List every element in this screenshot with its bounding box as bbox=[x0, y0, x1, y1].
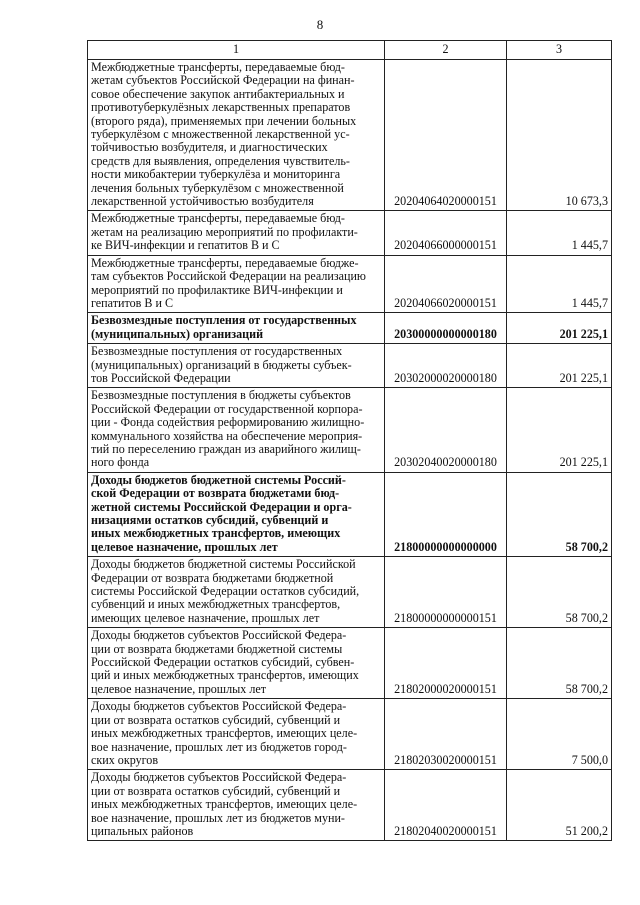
row-name-line: туберкулёзом с множественной лекарственной ус- bbox=[91, 127, 350, 142]
row-name-line: Доходы бюджетов субъектов Российской Федера- bbox=[91, 770, 347, 785]
row-amount-cell: 58 700,2 bbox=[507, 628, 612, 699]
row-name-line: (второго ряда), применяемых при лечении больных bbox=[91, 113, 357, 128]
row-amount-cell: 201 225,1 bbox=[507, 388, 612, 472]
row-name-line: ций и иных межбюджетных трансфертов, имеющих bbox=[91, 668, 359, 683]
row-name-line: иных межбюджетных трансфертов, имеющих целе- bbox=[91, 797, 358, 812]
row-name-line: лечения больных туберкулёзом с множественной bbox=[91, 180, 344, 195]
row-name-line: там субъектов Российской Федерации на реализацию bbox=[91, 269, 366, 284]
table-row bbox=[88, 344, 612, 388]
row-name-line: жетам на реализацию мероприятий по профилакти- bbox=[91, 224, 358, 239]
row-name-line: гепатитов В и С bbox=[91, 295, 174, 310]
table-row bbox=[88, 472, 612, 556]
table-body bbox=[88, 60, 612, 841]
row-name-cell bbox=[88, 557, 385, 628]
row-name-line: коммунального хозяйства на обеспечение мероприя- bbox=[91, 428, 363, 443]
row-amount-cell: 58 700,2 bbox=[507, 472, 612, 556]
row-code-cell: 20204064020000151 bbox=[385, 60, 507, 211]
row-name-line: Федерации от возврата бюджетами бюджетной bbox=[91, 570, 334, 585]
budget-table bbox=[87, 40, 612, 841]
row-name-line: (муниципальных) организаций bbox=[91, 326, 264, 341]
row-code-cell: 20300000000000180 bbox=[385, 313, 507, 344]
row-name-line: Доходы бюджетов бюджетной системы Российской bbox=[91, 557, 356, 572]
row-name-cell bbox=[88, 344, 385, 388]
row-name-line: Российской Федерации остатков субсидий, субвен- bbox=[91, 655, 355, 670]
page-number: 8 bbox=[316, 17, 324, 32]
table-row bbox=[88, 628, 612, 699]
row-name-line: противотуберкулёзных лекарственных препаратов bbox=[91, 100, 351, 115]
row-name-line: Доходы бюджетов субъектов Российской Федера- bbox=[91, 699, 347, 714]
row-code-cell: 21802000020000151 bbox=[385, 628, 507, 699]
row-name-cell bbox=[88, 628, 385, 699]
row-name-line: Межбюджетные трансферты, передаваемые бюдже- bbox=[91, 255, 359, 270]
row-name-line: (муниципальных) организаций в бюджеты субъек- bbox=[91, 357, 352, 372]
row-code-cell: 21800000000000000 bbox=[385, 472, 507, 556]
row-name-line: иных межбюджетных трансфертов, имеющих целе- bbox=[91, 726, 358, 741]
row-name-line: тий по переселению граждан из аварийного жилищ- bbox=[91, 441, 361, 456]
column-header-amount: 3 bbox=[507, 41, 612, 60]
row-amount-cell: 201 225,1 bbox=[507, 313, 612, 344]
row-amount-cell: 51 200,2 bbox=[507, 770, 612, 841]
row-name-line: вое назначение, прошлых лет из бюджетов муни- bbox=[91, 810, 345, 825]
row-code-cell: 21802030020000151 bbox=[385, 699, 507, 770]
row-name-line: ции от возврата остатков субсидий, субвенций и bbox=[91, 783, 341, 798]
table-row bbox=[88, 557, 612, 628]
row-name-line: вое назначение, прошлых лет из бюджетов город- bbox=[91, 739, 347, 754]
column-header-name: 1 bbox=[88, 41, 385, 60]
row-name-line: имеющих целевое назначение, прошлых лет bbox=[91, 610, 320, 625]
row-name-line: целевое назначение, прошлых лет bbox=[91, 681, 267, 696]
table-row bbox=[88, 388, 612, 472]
row-name-line: иных межбюджетных трансфертов, имеющих bbox=[91, 526, 341, 541]
row-name-cell bbox=[88, 770, 385, 841]
row-name-line: ного фонда bbox=[91, 455, 150, 470]
row-name-line: тов Российской Федерации bbox=[91, 370, 231, 385]
row-code-cell: 20204066000000151 bbox=[385, 211, 507, 255]
row-name-line: жетной системы Российской Федерации и орга- bbox=[91, 499, 352, 514]
table-row bbox=[88, 255, 612, 313]
table-row bbox=[88, 313, 612, 344]
row-name-line: системы Российской Федерации остатков субсидий, bbox=[91, 584, 360, 599]
table-row bbox=[88, 60, 612, 211]
row-amount-cell: 10 673,3 bbox=[507, 60, 612, 211]
row-name-cell bbox=[88, 313, 385, 344]
table-header-row bbox=[88, 41, 612, 60]
row-name-cell bbox=[88, 388, 385, 472]
row-name-line: ке ВИЧ-инфекции и гепатитов В и С bbox=[91, 238, 280, 253]
row-name-line: Доходы бюджетов бюджетной системы Россий- bbox=[91, 472, 346, 487]
row-amount-cell: 58 700,2 bbox=[507, 557, 612, 628]
row-name-cell bbox=[88, 699, 385, 770]
row-name-line: ности микобактерии туберкулёза и мониторинга bbox=[91, 167, 341, 182]
row-name-line: ципальных районов bbox=[91, 823, 194, 838]
row-name-line: ских округов bbox=[91, 752, 159, 767]
row-name-line: мероприятий по профилактике ВИЧ-инфекции и bbox=[91, 282, 343, 297]
row-name-line: тойчивостью возбудителя, и диагностических bbox=[91, 140, 328, 155]
row-name-cell bbox=[88, 472, 385, 556]
table-row bbox=[88, 770, 612, 841]
row-name-line: ции - Фонда содействия реформированию жилищно- bbox=[91, 415, 365, 430]
row-name-cell bbox=[88, 211, 385, 255]
row-name-cell bbox=[88, 255, 385, 313]
row-name-line: ской Федерации от возврата бюджетами бюд- bbox=[91, 486, 340, 501]
row-name-line: Российской Федерации от государственной корпора- bbox=[91, 401, 363, 416]
row-name-line: лекарственной устойчивостью возбудителя bbox=[91, 194, 314, 209]
row-name-line: Безвозмездные поступления от государственных bbox=[91, 344, 343, 359]
table-row bbox=[88, 211, 612, 255]
row-code-cell: 20204066020000151 bbox=[385, 255, 507, 313]
row-amount-cell: 1 445,7 bbox=[507, 211, 612, 255]
row-name-cell bbox=[88, 60, 385, 211]
row-code-cell: 21800000000000151 bbox=[385, 557, 507, 628]
row-name-line: Межбюджетные трансферты, передаваемые бюд- bbox=[91, 211, 345, 226]
row-name-line: ции от возврата бюджетами бюджетной системы bbox=[91, 641, 343, 656]
row-name-line: Безвозмездные поступления в бюджеты субъектов bbox=[91, 388, 351, 403]
row-amount-cell: 1 445,7 bbox=[507, 255, 612, 313]
row-name-line: субвенций и иных межбюджетных трансфертов, bbox=[91, 597, 341, 612]
row-amount-cell: 7 500,0 bbox=[507, 699, 612, 770]
row-code-cell: 20302000020000180 bbox=[385, 344, 507, 388]
row-name-line: совое обеспечение закупок антибактериальных и bbox=[91, 86, 345, 101]
row-name-line: Доходы бюджетов субъектов Российской Федера- bbox=[91, 628, 347, 643]
row-name-line: Межбюджетные трансферты, передаваемые бюд- bbox=[91, 60, 345, 74]
row-code-cell: 21802040020000151 bbox=[385, 770, 507, 841]
row-name-line: целевое назначение, прошлых лет bbox=[91, 539, 278, 554]
row-name-line: жетам субъектов Российской Федерации на финан- bbox=[91, 73, 355, 88]
row-name-line: Безвозмездные поступления от государственных bbox=[91, 313, 357, 328]
row-name-line: средств для выявления, определения чувствитель- bbox=[91, 153, 350, 168]
row-name-line: низациями остатков субсидий, субвенций и bbox=[91, 513, 329, 527]
row-name-line: ции от возврата остатков субсидий, субвенций и bbox=[91, 712, 341, 727]
row-code-cell: 20302040020000180 bbox=[385, 388, 507, 472]
column-header-code: 2 bbox=[385, 41, 507, 60]
table-row bbox=[88, 699, 612, 770]
row-amount-cell: 201 225,1 bbox=[507, 344, 612, 388]
